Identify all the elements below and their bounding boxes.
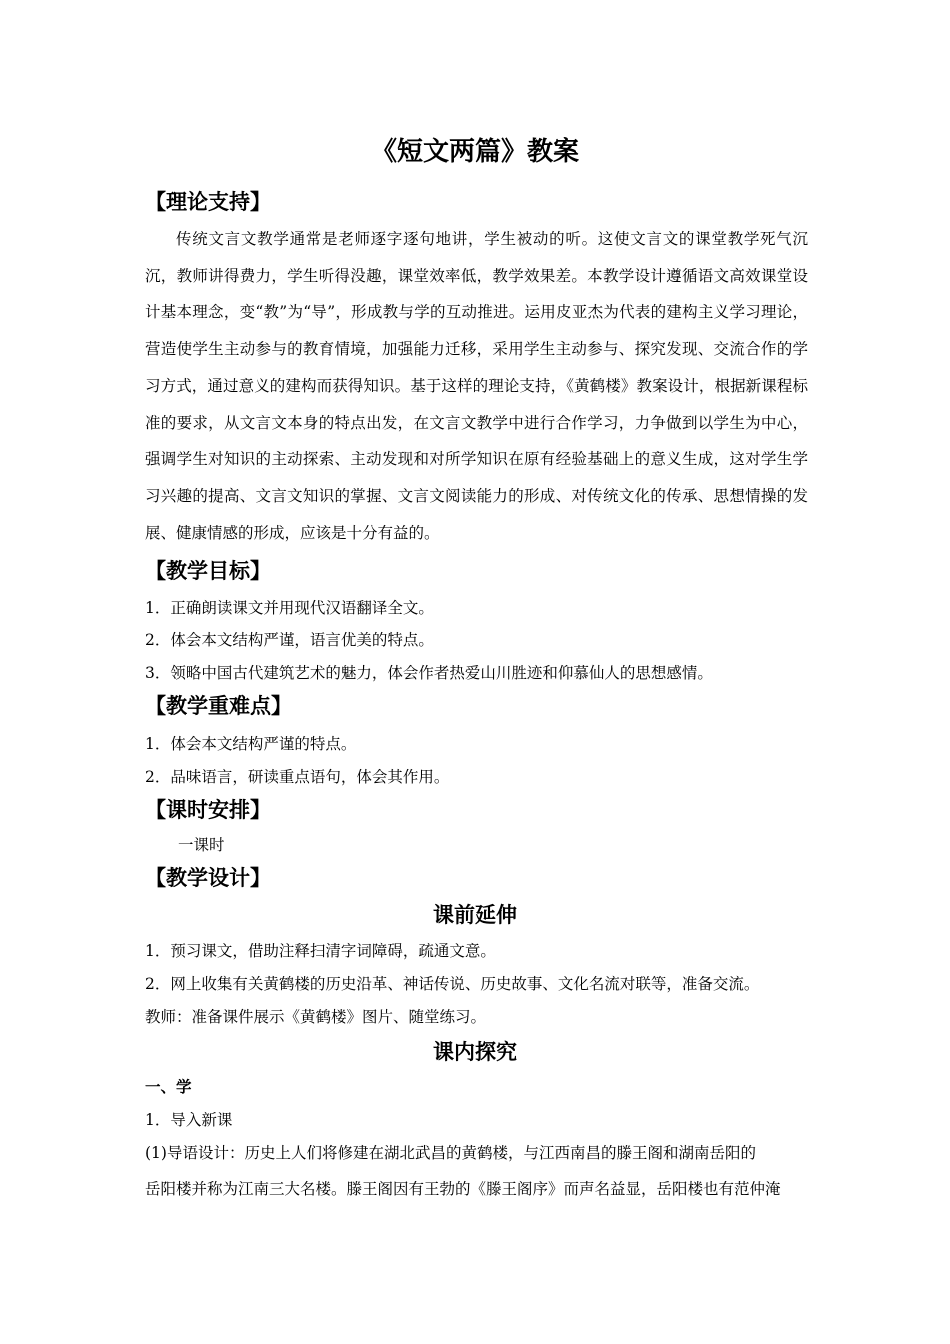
document-title: 《短文两篇》教案	[370, 137, 579, 167]
section-learn: 一、学	[145, 1078, 192, 1096]
pre-class-item-2: 2．网上收集有关黄鹤楼的历史沿革、神话传说、历史故事、文化名流对联等，准备交流。	[145, 975, 760, 993]
intro-line-1: (1)导语设计：历史上人们将修建在湖北武昌的黄鹤楼，与江西南昌的滕王阁和湖南岳阳的	[145, 1144, 756, 1162]
heading-goals: 【教学目标】	[145, 559, 271, 583]
intro-line-2: 岳阳楼并称为江南三大名楼。滕王阁因有王勃的《滕王阁序》而声名益显，岳阳楼也有范仲淹	[145, 1180, 781, 1198]
subheading-in-class: 课内探究	[433, 1040, 517, 1064]
subheading-pre-class: 课前延伸	[433, 903, 517, 927]
pre-class-item-1: 1．预习课文，借助注释扫清字词障碍，疏通文意。	[145, 942, 496, 960]
goal-item-3: 3．领略中国古代建筑艺术的魅力，体会作者热爱山川胜迹和仰慕仙人的思想感情。	[145, 664, 713, 682]
goal-item-2: 2．体会本文结构严谨，语言优美的特点。	[145, 631, 434, 649]
key-point-item-2: 2．品味语言，研读重点语句，体会其作用。	[145, 768, 450, 786]
heading-key-points: 【教学重难点】	[145, 694, 292, 718]
heading-theory: 【理论支持】	[145, 190, 271, 214]
schedule-text: 一课时	[178, 836, 225, 854]
heading-schedule: 【课时安排】	[145, 798, 271, 822]
key-point-item-1: 1．体会本文结构严谨的特点。	[145, 735, 357, 753]
pre-class-item-3: 教师：准备课件展示《黄鹤楼》图片、随堂练习。	[145, 1008, 487, 1026]
theory-paragraph: 传统文言文教学通常是老师逐字逐句地讲，学生被动的听。这使文言文的课堂教学死气沉沉，教师讲得费力，学生听得没趣，课堂效率低，教学效果差。本教学设计遵循语文高效课堂设计基本理念，变“教”为“导”，形成教与学的互动推进。运用皮亚杰为代表的建构主义学习理论，营造使学生主动参与的教育情境，加强能力迁移，采用学生主动参与、探究发现、交流合作的学习方式，通过意义的建构而获得知识。基于这样的理论支持，《黄鹤楼》教案设计，根据新课程标准的要求，从文言文本身的特点出发，在文言文教学中进行合作学习，力争做到以学生为中心，强调学生对知识的主动探索、主动发现和对所学知识在原有经验基础上的意义生成，这对学生学习兴趣的提高、文言文知识的掌握、文言文阅读能力的形成、对传统文化的传承、思想情操的发展、健康情感的形成，应该是十分有益的。	[145, 230, 808, 542]
heading-design: 【教学设计】	[145, 866, 271, 890]
step-intro: 1．导入新课	[145, 1111, 233, 1129]
goal-item-1: 1．正确朗读课文并用现代汉语翻译全文。	[145, 599, 434, 617]
